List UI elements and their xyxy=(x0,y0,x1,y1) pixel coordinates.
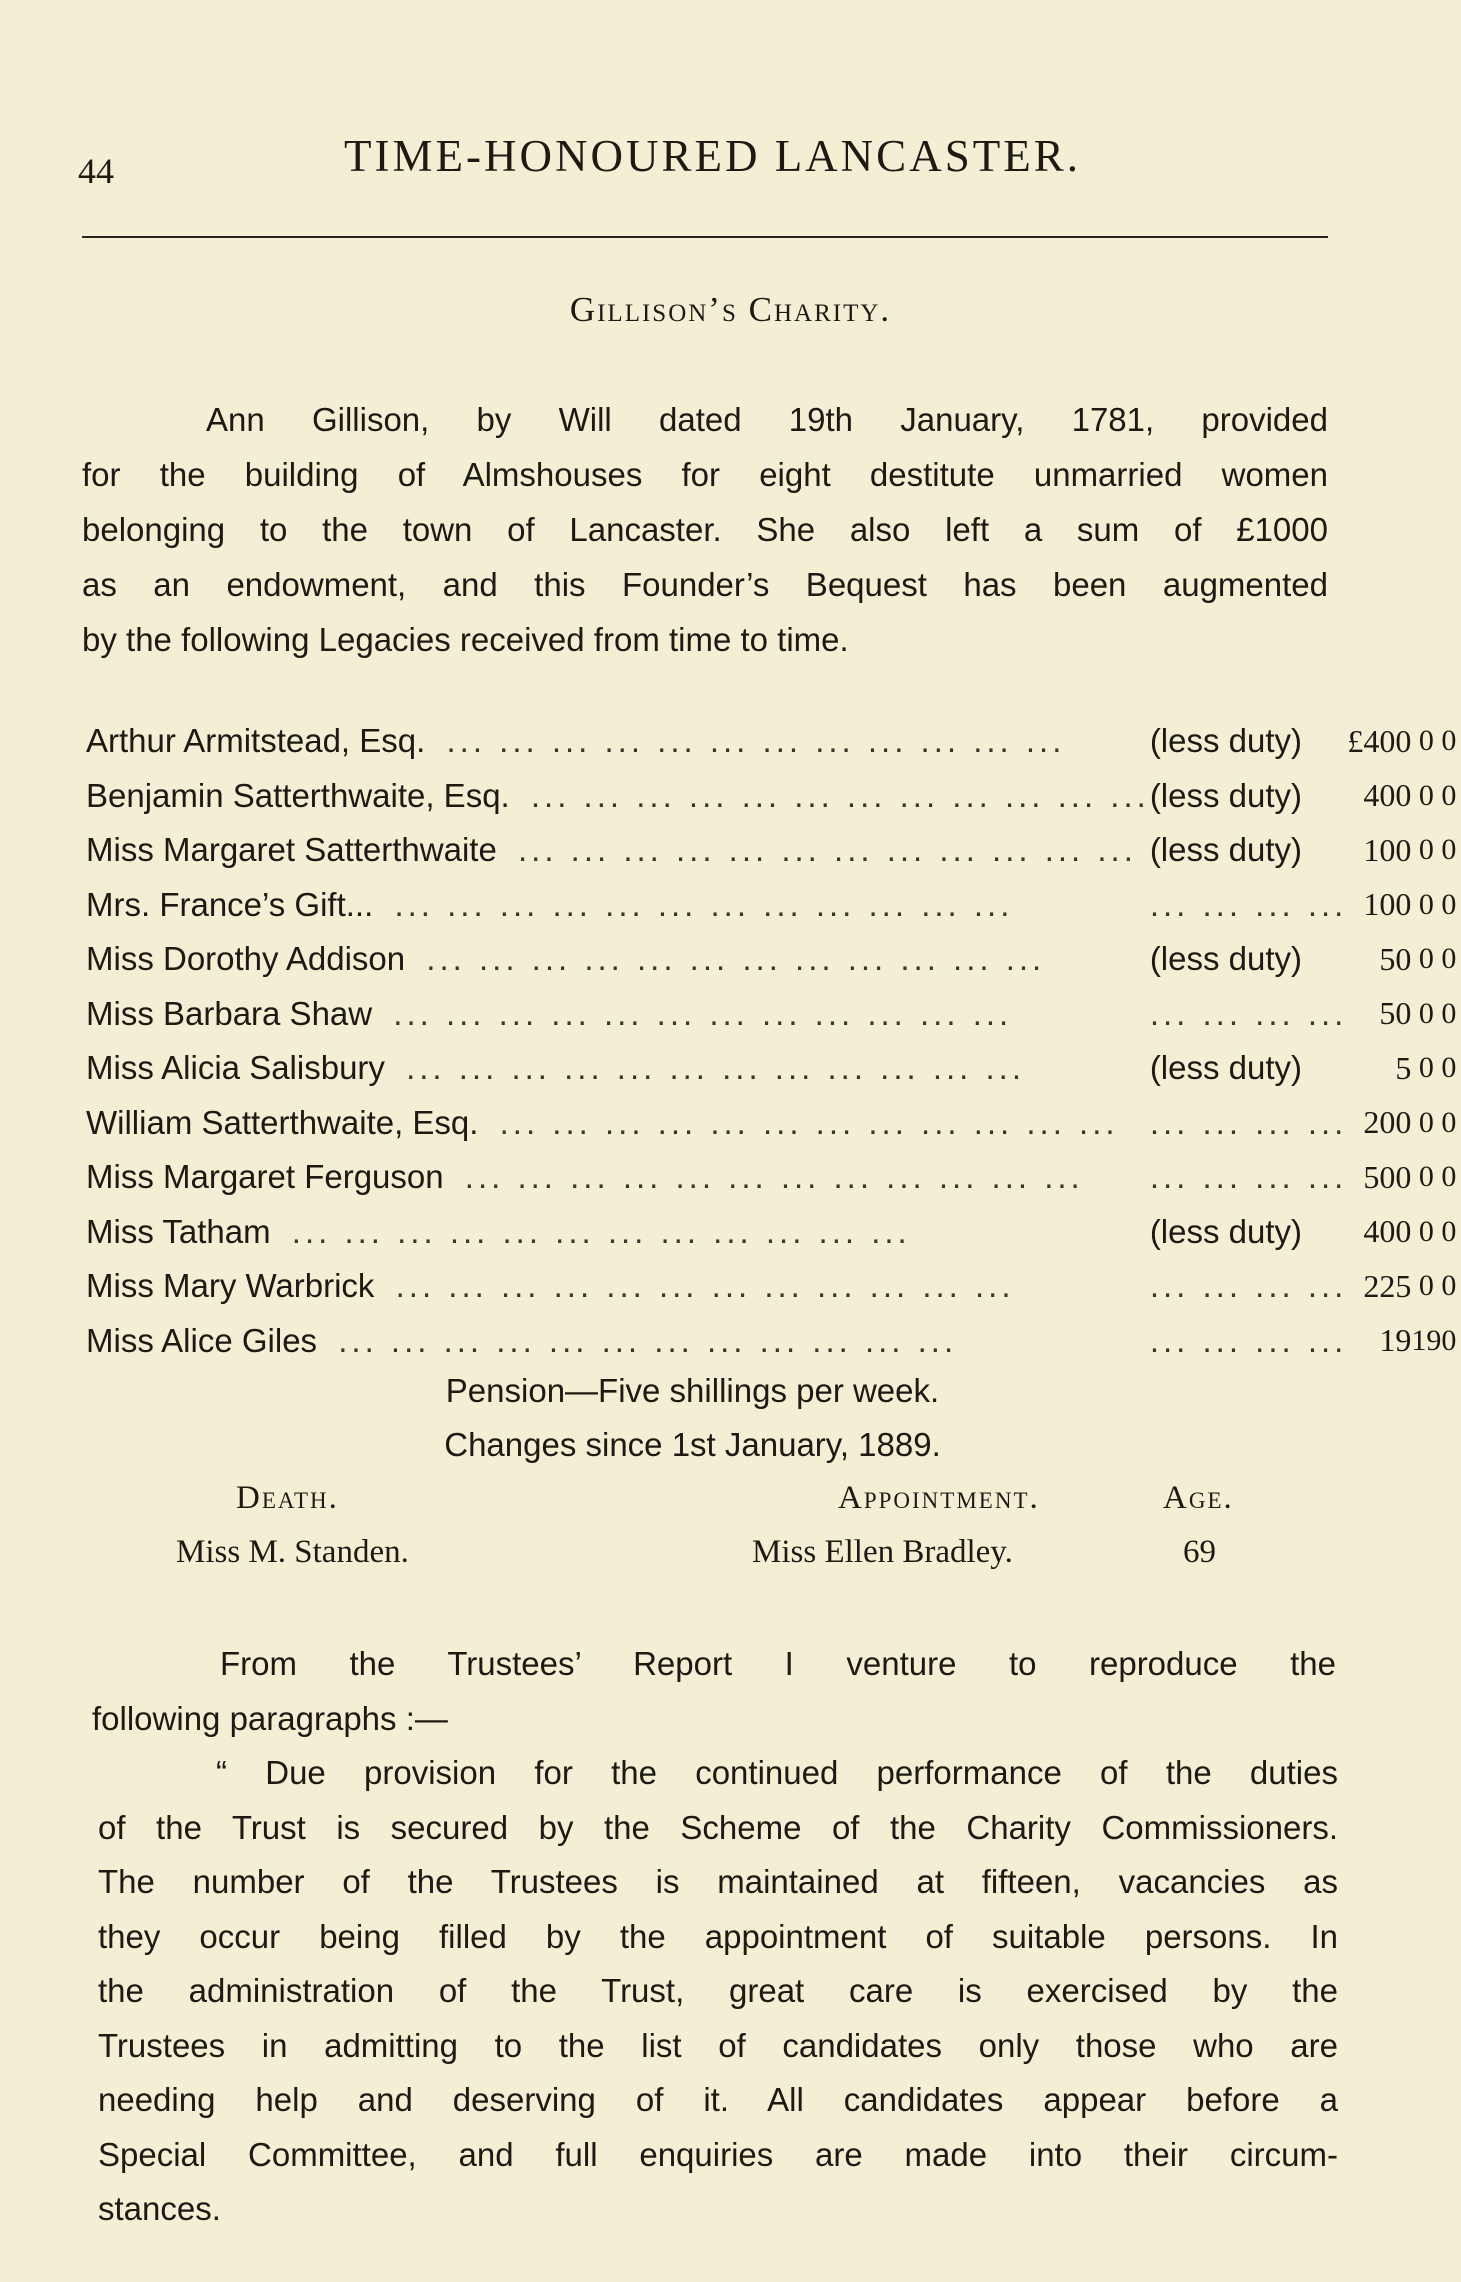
legacy-row xyxy=(86,1041,1456,1096)
legacy-row xyxy=(86,1150,1456,1205)
report-quote-line: “ Due provision for the continued performance of the duties xyxy=(216,1754,1338,1791)
intro-line: as an endowment, and this Founder’s Bequest has been augmented xyxy=(82,566,1328,603)
intro-line: for the building of Almshouses for eight destitute unmarried women xyxy=(82,456,1328,493)
legacy-pence: 0 xyxy=(1441,1051,1457,1085)
legacy-name-cell xyxy=(86,714,1150,769)
report-intro-line: From the Trustees’ Report I venture to reproduce the xyxy=(220,1645,1336,1682)
legacy-name-cell xyxy=(86,823,1150,878)
leader-dots: ... ... ... ... xyxy=(1149,1321,1348,1359)
leader-dots: ... ... ... ... ... ... ... ... ... ... ... ... xyxy=(381,885,1014,923)
leader-dots: ... ... ... ... ... ... ... ... ... ... ... ... xyxy=(278,1212,911,1250)
legacy-row xyxy=(86,714,1456,769)
legacy-pounds: 400 xyxy=(1363,1213,1412,1250)
leader-dots: ... ... ... ... xyxy=(1149,885,1348,923)
leader-dots: ... ... ... ... xyxy=(1149,1103,1348,1141)
legacy-note xyxy=(1150,1314,1348,1369)
legacy-shillings: 0 xyxy=(1418,942,1434,976)
legacy-pence: 0 xyxy=(1441,1269,1457,1303)
report-quote-line: the administration of the Trust, great care is exercised by the xyxy=(98,1972,1338,2009)
legacy-row xyxy=(86,1259,1456,1314)
leader-dots: ... ... ... ... ... ... ... ... ... ... ... ... xyxy=(504,831,1137,869)
legacy-note: (less duty) xyxy=(1149,1049,1303,1087)
report-quote-line: Special Committee, and full enquiries are made into their circum- xyxy=(98,2135,1338,2173)
legacy-shillings: 0 xyxy=(1418,1214,1434,1248)
leader-dots: ... ... ... ... ... ... ... ... ... ... ... ... xyxy=(413,940,1046,978)
death-value: Miss M. Standen. xyxy=(176,1534,409,1570)
legacy-pence: 0 xyxy=(1441,1323,1457,1357)
section-title: Gillison’s Charity. xyxy=(569,290,892,329)
legacy-pounds: 200 xyxy=(1363,1104,1412,1141)
report-quote-paragraph xyxy=(98,1746,1338,2237)
leader-dots: ... ... ... ... ... ... ... ... ... ... ... ... xyxy=(433,722,1066,760)
leader-dots: ... ... ... ... ... ... ... ... ... ... ... ... xyxy=(486,1103,1119,1141)
pension-line: Pension—Five shillings per week. xyxy=(445,1372,940,1409)
report-quote-line: stances. xyxy=(98,2190,221,2227)
legacy-note: (less duty) xyxy=(1149,722,1303,760)
legacy-name: Miss Alice Giles xyxy=(86,1322,325,1359)
changes-line: Changes since 1st January, 1889. xyxy=(444,1426,941,1463)
legacy-name: Miss Alicia Salisbury xyxy=(86,1049,393,1086)
legacy-shillings: 19 xyxy=(1411,1323,1442,1357)
report-quote-line: needing help and deserving of it. All candidates appear before a xyxy=(98,2081,1338,2118)
report-intro-line: following paragraphs :— xyxy=(92,1700,448,1737)
legacy-row xyxy=(86,1314,1456,1369)
legacy-shillings: 0 xyxy=(1418,1160,1434,1194)
legacy-shillings: 0 xyxy=(1418,996,1434,1030)
leader-dots: ... ... ... ... ... ... ... ... ... ... ... ... xyxy=(517,776,1150,814)
legacy-name-cell xyxy=(86,987,1150,1042)
legacy-pounds: 100 xyxy=(1363,831,1412,868)
legacy-pounds: 225 xyxy=(1363,1267,1412,1304)
legacy-name-cell xyxy=(86,769,1150,824)
leader-dots: ... ... ... ... ... ... ... ... ... ... ... ... xyxy=(392,1049,1026,1087)
legacy-pounds: 19 xyxy=(1379,1322,1412,1359)
legacy-shillings: 0 xyxy=(1418,833,1434,867)
running-title: TIME-HONOURED LANCASTER. xyxy=(344,131,1081,181)
legacy-pence: 0 xyxy=(1441,1214,1457,1248)
legacy-pence: 0 xyxy=(1441,942,1457,976)
leader-dots: ... ... ... ... ... ... ... ... ... ... ... ... xyxy=(325,1321,958,1359)
appointment-header: Appointment. xyxy=(838,1480,1040,1516)
legacy-pence: 0 xyxy=(1441,996,1457,1030)
legacy-pounds: 50 xyxy=(1379,940,1412,977)
page-number: 44 xyxy=(78,151,114,191)
legacy-pence: 0 xyxy=(1441,1160,1457,1194)
legacy-pounds: 5 xyxy=(1395,1049,1412,1086)
leader-dots: ... ... ... ... xyxy=(1149,1267,1348,1305)
leader-dots: ... ... ... ... xyxy=(1149,994,1348,1032)
legacy-row xyxy=(86,1205,1456,1260)
legacy-name: William Satterthwaite, Esq. xyxy=(86,1104,486,1141)
legacy-name-cell xyxy=(86,932,1150,987)
intro-line: Ann Gillison, by Will dated 19th January, 1781, provided xyxy=(206,401,1328,438)
leader-dots: ... ... ... ... xyxy=(1149,1158,1348,1196)
intro-line: by the following Legacies received from time to time. xyxy=(82,621,849,658)
legacy-note xyxy=(1150,1096,1348,1151)
legacy-row xyxy=(86,769,1456,824)
report-quote-line: Trustees in admitting to the list of candidates only those who are xyxy=(98,2026,1338,2064)
legacy-row xyxy=(86,823,1456,878)
legacy-name: Mrs. France’s Gift... xyxy=(86,886,381,923)
legacy-name-cell xyxy=(86,1150,1150,1205)
death-header: Death. xyxy=(236,1480,339,1516)
legacy-note xyxy=(1150,878,1348,933)
legacy-name: Miss Dorothy Addison xyxy=(86,940,413,977)
legacy-note: (less duty) xyxy=(1149,776,1303,814)
legacy-shillings: 0 xyxy=(1418,1269,1434,1303)
legacy-name: Miss Mary Warbrick xyxy=(86,1267,382,1304)
legacy-pence: 0 xyxy=(1441,887,1457,921)
legacy-shillings: 0 xyxy=(1418,1105,1434,1139)
report-intro-paragraph xyxy=(92,1636,1336,1746)
legacy-pence: 0 xyxy=(1441,778,1457,812)
report-quote-line: The number of the Trustees is maintained at fifteen, vacancies as xyxy=(98,1863,1338,1900)
legacy-note xyxy=(1150,987,1348,1042)
legacy-name-cell xyxy=(86,1041,1150,1096)
legacy-row xyxy=(86,987,1456,1042)
legacy-pounds: 50 xyxy=(1379,995,1412,1032)
legacy-note: (less duty) xyxy=(1149,831,1303,869)
legacy-note: (less duty) xyxy=(1149,1212,1303,1250)
legacy-pence: 0 xyxy=(1441,1105,1457,1139)
legacy-row xyxy=(86,1096,1456,1151)
report-quote-line: of the Trust is secured by the Scheme of the Charity Commissioners. xyxy=(98,1808,1338,1846)
legacy-name: Arthur Armitstead, Esq. xyxy=(86,722,433,759)
legacy-name-cell xyxy=(86,878,1150,933)
legacy-shillings: 0 xyxy=(1418,887,1434,921)
legacy-note xyxy=(1150,1150,1348,1205)
legacies-table xyxy=(86,714,1456,1368)
legacy-shillings: 0 xyxy=(1418,724,1434,758)
legacy-name-cell xyxy=(86,1096,1150,1151)
age-header: Age. xyxy=(1163,1480,1234,1516)
age-value: 69 xyxy=(1183,1534,1216,1570)
legacy-pounds: 500 xyxy=(1363,1158,1412,1195)
intro-paragraph xyxy=(82,392,1328,667)
legacy-name: Miss Barbara Shaw xyxy=(86,995,380,1032)
legacy-shillings: 0 xyxy=(1418,778,1434,812)
legacy-name-cell xyxy=(86,1205,1150,1260)
report-quote-line: they occur being filled by the appointment of suitable persons. In xyxy=(98,1917,1338,1955)
legacy-shillings: 0 xyxy=(1418,1051,1434,1085)
legacy-name: Miss Margaret Satterthwaite xyxy=(86,831,505,868)
legacy-pounds: 400 xyxy=(1363,777,1412,814)
leader-dots: ... ... ... ... ... ... ... ... ... ... ... ... xyxy=(451,1158,1084,1196)
leader-dots: ... ... ... ... ... ... ... ... ... ... ... ... xyxy=(380,994,1013,1032)
legacy-pence: 0 xyxy=(1441,833,1457,867)
legacy-name-cell xyxy=(86,1314,1150,1369)
legacy-pounds: £400 xyxy=(1347,722,1412,759)
legacy-row xyxy=(86,932,1456,987)
legacy-note: (less duty) xyxy=(1149,940,1303,978)
leader-dots: ... ... ... ... ... ... ... ... ... ... ... ... xyxy=(382,1267,1015,1305)
legacy-name-cell xyxy=(86,1259,1150,1314)
legacy-name: Miss Tatham xyxy=(86,1213,279,1250)
legacy-row xyxy=(86,878,1456,933)
legacy-name: Benjamin Satterthwaite, Esq. xyxy=(86,777,518,814)
legacy-name: Miss Margaret Ferguson xyxy=(86,1158,452,1195)
legacy-pounds: 100 xyxy=(1363,886,1412,923)
intro-line: belonging to the town of Lancaster. She also left a sum of £1000 xyxy=(82,511,1328,548)
header-rule xyxy=(82,236,1328,238)
legacy-note xyxy=(1150,1259,1348,1314)
legacy-pence: 0 xyxy=(1441,724,1457,758)
appointment-value: Miss Ellen Bradley. xyxy=(752,1534,1013,1570)
